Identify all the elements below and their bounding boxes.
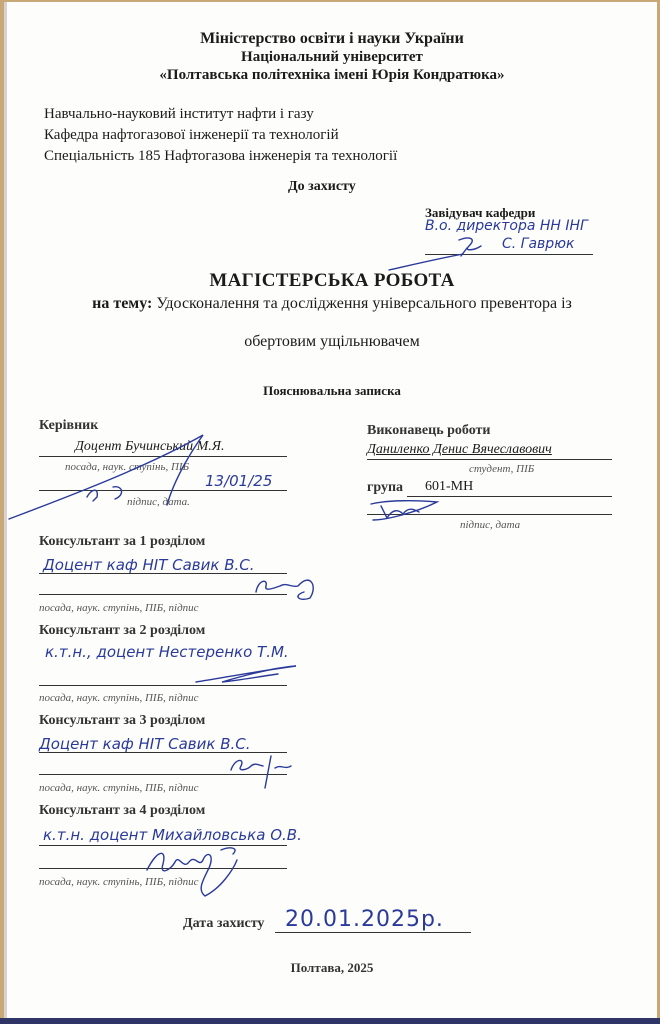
author-name-line [367, 459, 612, 460]
city-year: Полтава, 2025 [290, 960, 374, 975]
group-label: група [367, 480, 404, 495]
consultant-4-caption: посада, наук. ступінь, ПІБ, підпис [39, 876, 199, 888]
supervisor-sign-caption: підпис, дата. [127, 496, 190, 508]
supervisor-label: Керівник [39, 418, 99, 433]
consultant-1-line-1 [39, 573, 287, 574]
specialty-name: Спеціальність 185 Нафтогазова інженерія та технології [44, 148, 398, 164]
consultant-3-signature-icon [227, 752, 297, 792]
to-defense-label: До захисту [288, 179, 356, 194]
document-page [4, 2, 657, 1018]
pen-stroke-icon [387, 252, 467, 272]
consultant-3-label: Консультант за 3 розділом [39, 713, 206, 728]
consultant-1-caption: посада, наук. ступінь, ПІБ, підпис [39, 602, 199, 614]
author-label: Виконавець роботи [367, 423, 491, 438]
institute-name: Навчально-науковий інститут нафти і газу [44, 106, 314, 122]
consultant-1-handwritten: Доцент каф НІТ Савик В.С. [43, 556, 255, 574]
consultant-2-caption: посада, наук. ступінь, ПІБ, підпис [39, 692, 199, 704]
author-name: Даниленко Денис Вячеславович [367, 442, 552, 457]
head-handwritten-title: В.о. директора НН ІНГ [425, 218, 588, 234]
topic-text-1: Удосконалення та дослідження універсального превентора із [156, 295, 572, 312]
topic-line-1 [7, 295, 657, 313]
consultant-4-signature-icon [137, 840, 257, 900]
topic-text-2: обертовим ущільнювачем [244, 333, 420, 350]
consultant-2-signature-icon [192, 662, 302, 686]
defense-date-label: Дата захисту [183, 916, 265, 931]
head-handwritten-name: С. Гаврюк [502, 236, 575, 252]
consultant-4-handwritten: к.т.н. доцент Михайловська О.В. [43, 826, 302, 844]
consultant-2-label: Консультант за 2 розділом [39, 623, 206, 638]
explanatory-note-label: Пояснювальна записка [263, 383, 401, 398]
consultant-3-caption: посада, наук. ступінь, ПІБ, підпис [39, 782, 199, 794]
supervisor-name: Доцент Бучинський М.Я. [75, 439, 225, 454]
author-signature-icon [367, 498, 447, 524]
consultant-1-label: Консультант за 1 розділом [39, 534, 206, 549]
supervisor-sign-date: 13/01/25 [205, 472, 273, 490]
author-sign-caption: підпис, дата [460, 519, 521, 531]
consultant-1-signature-icon [252, 572, 322, 602]
consultant-3-handwritten: Доцент каф НІТ Савик В.С. [39, 735, 251, 753]
group-line [407, 496, 612, 497]
group-value: 601-МН [425, 479, 474, 494]
defense-date-line [275, 932, 471, 933]
bottom-edge-strip [0, 1018, 660, 1024]
work-type-title: МАГІСТЕРСЬКА РОБОТА [209, 270, 455, 291]
defense-date-handwritten: 20.01.2025р. [285, 907, 444, 932]
topic-label: на тему: [92, 295, 153, 312]
ministry-heading: Міністерство освіти і науки України [200, 30, 464, 47]
author-name-caption: студент, ПІБ [469, 463, 535, 475]
supervisor-name-caption: посада, наук. ступінь, ПІБ [65, 461, 190, 473]
head-of-department-label: Завідувач кафедри [425, 205, 536, 220]
consultant-4-label: Консультант за 4 розділом [39, 803, 206, 818]
department-name: Кафедра нафтогазової інженерії та технологій [44, 127, 339, 143]
university-name: «Полтавська політехніка імені Юрія Кондратюка» [159, 67, 505, 83]
consultant-2-handwritten: к.т.н., доцент Нестеренко Т.М. [45, 643, 289, 661]
university-type: Національний університет [241, 49, 423, 65]
consultant-1-line-2 [39, 594, 287, 595]
